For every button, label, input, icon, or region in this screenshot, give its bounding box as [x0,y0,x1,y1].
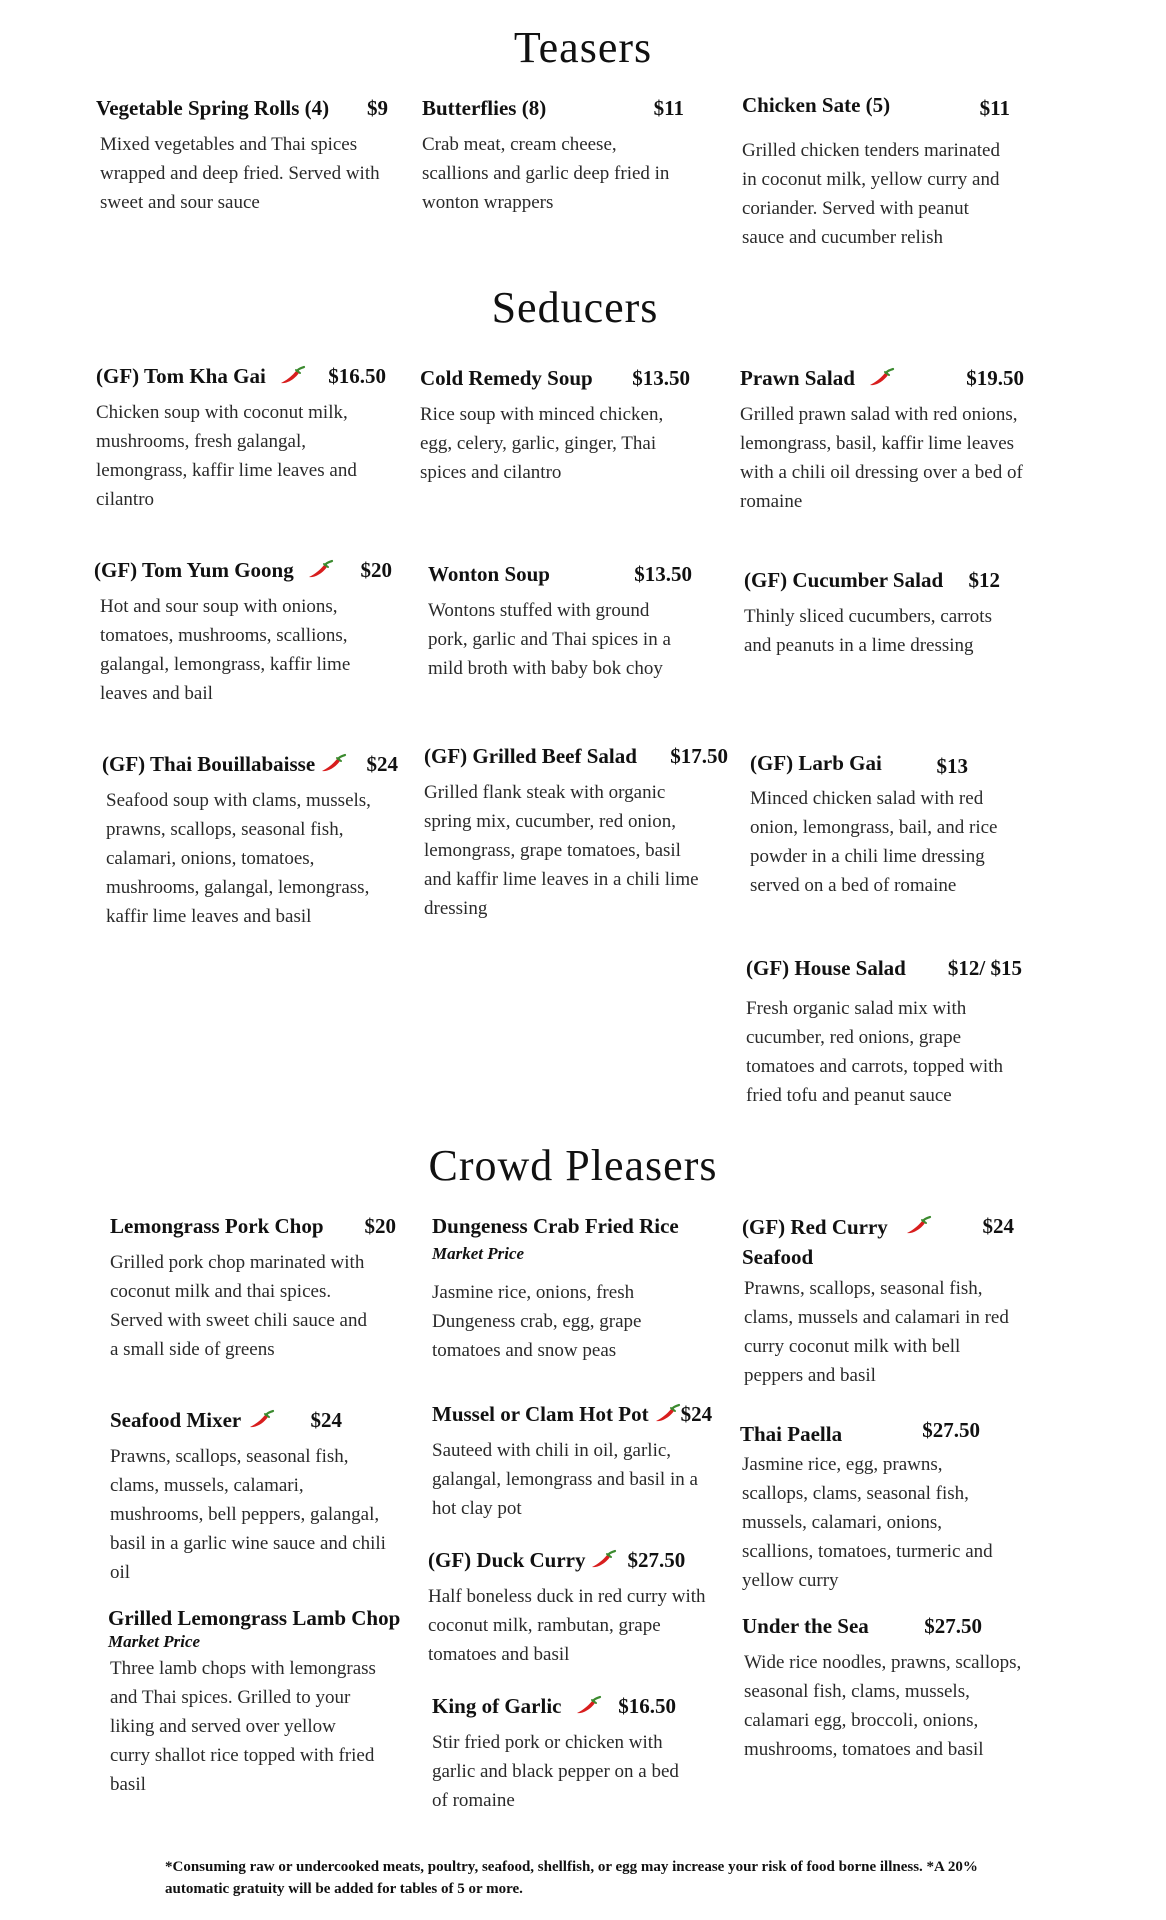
item-price: $20 [360,558,392,582]
item-description: Prawns, scallops, seasonal fish, clams, mussels, calamari, mushrooms, bell peppers, galangal, basil in a garlic wine sauce and chili oil [110,1446,386,1583]
item-name: (GF) Grilled Beef Salad [424,744,637,768]
menu-item-thai-bouillabaisse [102,750,398,931]
item-description: Rice soup with minced chicken, egg, celery, garlic, ginger, Thai spices and cilantro [420,404,664,483]
item-name: (GF) Larb Gai [750,751,882,775]
item-description: Grilled flank steak with organic spring mix, cucumber, red onion, lemongrass, grape tomatoes, basil and kaffir lime leaves in a chili lime dressing [424,782,699,919]
item-price: $27.50 [924,1614,982,1638]
menu-item-dungeness-crab-fried-rice [432,1212,722,1365]
item-description: Half boneless duck in red curry with coconut milk, rambutan, grape tomatoes and basil [428,1586,706,1665]
chili-pepper-icon [306,559,334,581]
item-price: $9 [367,96,388,120]
item-name: Lemongrass Pork Chop [110,1214,324,1238]
item-price: $24 [982,1214,1014,1238]
item-price: $20 [364,1214,396,1238]
item-description: Grilled chicken tenders marinated in coconut milk, yellow curry and coriander. Served with peanut sauce and cucumber relish [742,140,1000,248]
menu-item-house-salad [746,954,1022,1110]
section-title-crowd-pleasers: Crowd Pleasers [428,1141,718,1190]
item-price: $16.50 [618,1694,676,1718]
item-price: $24 [310,1408,342,1432]
item-price: $11 [653,96,684,120]
item-name: (GF) House Salad [746,956,906,980]
footer-disclaimer: *Consuming raw or undercooked meats, poultry, seafood, shellfish, or egg may increase your risk of food borne illness. *A 20% automatic gratuity will be added for tables of 5 or more. [165,1859,978,1897]
item-name: Under the Sea [742,1614,869,1638]
item-name: Butterflies (8) [422,96,547,120]
item-name: (GF) Thai Bouillabaisse [102,752,316,776]
item-price: $24 [366,752,398,776]
item-name: Mussel or Clam Hot Pot [432,1402,649,1426]
chili-pepper-icon [278,365,306,387]
menu-item-duck-curry [428,1546,706,1669]
section-title-seducers: Seducers [491,283,659,332]
menu-item-grilled-lemongrass-lamb-chop [108,1604,418,1799]
item-description: Wontons stuffed with ground pork, garlic and Thai spices in a mild broth with baby bok choy [428,600,671,679]
item-description: Hot and sour soup with onions, tomatoes, mushrooms, scallions, galangal, lemongrass, kaffir lime leaves and bail [100,596,351,704]
item-description: Mixed vegetables and Thai spices wrapped and deep fried. Served with sweet and sour sauce [100,134,380,213]
item-description: Chicken soup with coconut milk, mushrooms, fresh galangal, lemongrass, kaffir lime leaves and cilantro [96,402,357,510]
item-name: Chicken Sate (5) [742,93,891,117]
item-description: Three lamb chops with lemongrass and Thai spices. Grilled to your liking and served over yellow curry shallot rice topped with fried basil [110,1658,376,1795]
item-price: $11 [979,96,1010,120]
menu-item-seafood-mixer [110,1406,386,1587]
item-description: Sauteed with chili in oil, garlic, galangal, lemongrass and basil in a hot clay pot [432,1440,698,1519]
item-name: (GF) Cucumber Salad [744,568,944,592]
menu-item-tom-kha-gai [96,362,386,514]
menu-item-thai-paella [740,1412,993,1595]
item-description: Crab meat, cream cheese, scallions and garlic deep fried in wonton wrappers [422,134,670,213]
item-price: $13 [936,754,968,778]
item-name: (GF) Red Curry Seafood [742,1215,888,1269]
menu-item-king-of-garlic [432,1692,679,1815]
menu-item-wonton-soup [428,560,692,683]
item-name: Grilled Lemongrass Lamb Chop [108,1606,401,1630]
menu-item-cucumber-salad [744,566,1000,660]
item-description: Jasmine rice, egg, prawns, scallops, clams, seasonal fish, mussels, calamari, onions, scallions, tomatoes, turmeric and yellow curry [742,1454,993,1591]
section-title-teasers: Teasers [513,23,653,72]
chili-pepper-icon [867,367,895,389]
item-name: Cold Remedy Soup [420,366,593,390]
menu-item-red-curry-seafood [742,1212,1014,1390]
menu-item-butterflies [422,94,684,217]
item-price: $24 [680,1402,713,1426]
item-name: (GF) Duck Curry [428,1548,586,1572]
menu-item-spring-rolls [96,94,388,217]
item-name: Prawn Salad [740,366,855,390]
item-description: Grilled pork chop marinated with coconut milk and thai spices. Served with sweet chili sauce and a small side of greens [110,1252,367,1360]
item-description: Minced chicken salad with red onion, lemongrass, bail, and rice powder in a chili lime dressing served on a bed of romaine [750,788,998,896]
market-price-label: Market Price [108,1632,201,1651]
item-description: Grilled prawn salad with red onions, lemongrass, basil, kaffir lime leaves with a chili oil dressing over a bed of romaine [740,404,1023,512]
chili-pepper-icon [247,1409,275,1431]
item-name: (GF) Tom Yum Goong [94,558,294,582]
item-description: Thinly sliced cucumbers, carrots and peanuts in a lime dressing [744,606,992,656]
market-price-label: Market Price [432,1244,525,1263]
menu-item-larb-gai [750,746,998,900]
item-name: Seafood Mixer [110,1408,242,1432]
item-name: Wonton Soup [428,562,550,586]
item-price: $13.50 [632,366,690,390]
item-description: Jasmine rice, onions, fresh Dungeness crab, egg, grape tomatoes and snow peas [432,1282,642,1361]
item-description: Wide rice noodles, prawns, scallops, seasonal fish, clams, mussels, calamari egg, broccoli, onions, mushrooms, tomatoes and basil [744,1652,1022,1760]
menu-item-grilled-beef-salad [424,742,728,923]
item-description: Seafood soup with clams, mussels, prawns, scallops, seasonal fish, calamari, onions, tomatoes, mushrooms, galangal, lemongrass, kaffir lime leaves and basil [106,790,371,927]
item-price: $27.50 [627,1548,686,1572]
item-price: $13.50 [634,562,692,586]
item-name: Vegetable Spring Rolls (4) [96,96,330,120]
item-price: $16.50 [328,364,386,388]
item-name: King of Garlic [432,1694,562,1718]
item-description: Stir fried pork or chicken with garlic and black pepper on a bed of romaine [432,1732,679,1811]
item-description: Prawns, scallops, seasonal fish, clams, mussels and calamari in red curry coconut milk with bell peppers and basil [744,1278,1009,1386]
menu-item-under-the-sea [742,1612,1022,1764]
chili-pepper-icon [319,753,347,775]
item-price: $27.50 [922,1418,980,1442]
item-price: $19.50 [966,366,1024,390]
chili-pepper-icon [904,1215,932,1237]
item-description: Fresh organic salad mix with cucumber, red onions, grape tomatoes and carrots, topped with fried tofu and peanut sauce [746,998,1003,1106]
item-price: $17.50 [670,744,728,768]
chili-pepper-icon [589,1549,617,1571]
item-price: $12/ $15 [947,956,1022,980]
item-name: (GF) Tom Kha Gai [96,364,266,388]
menu-item-chicken-sate [742,88,1010,252]
menu-item-prawn-salad [740,364,1024,516]
menu-item-lemongrass-pork-chop [110,1212,396,1364]
chili-pepper-icon [653,1403,681,1425]
menu-item-tom-yum-goong [94,556,392,708]
item-price: $12 [968,568,1000,592]
menu-item-cold-remedy-soup [420,364,690,487]
item-name: Dungeness Crab Fried Rice [432,1214,679,1238]
menu-item-mussel-clam-hot-pot [432,1400,728,1523]
chili-pepper-icon [574,1695,602,1717]
item-name: Thai Paella [740,1422,843,1446]
